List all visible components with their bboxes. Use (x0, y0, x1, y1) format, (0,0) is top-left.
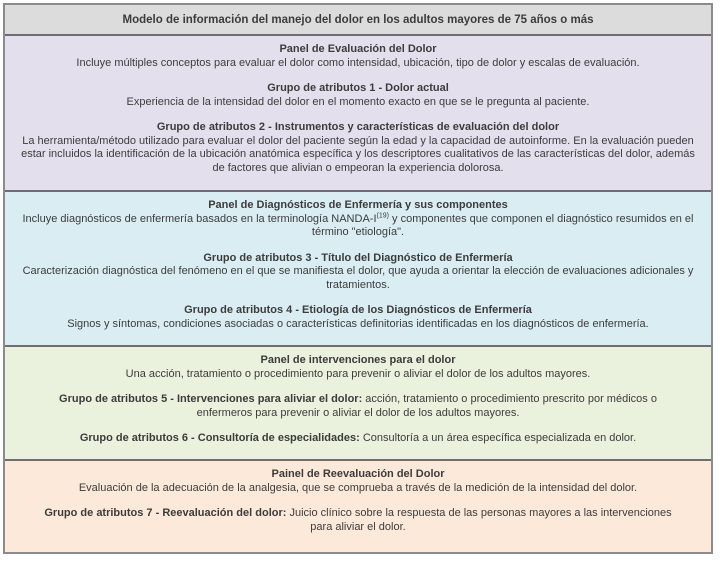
attribute-group-5-body: acción, tratamiento o procedimiento prescrito por médicos o enfermeros para prevenir o aliviar el dolor de los adultos mayores. (196, 393, 657, 419)
attribute-group-2-body: La herramienta/método utilizado para evaluar el dolor del paciente según la edad y la capacidad de autoinforme. En la evaluación pueden estar incluidos la identificación de la ubicación anatómica específica y los descriptores cualitativos de las características del dolor, además de factores que alivian o empeoran la experiencia dolorosa. (21, 134, 695, 174)
attribute-group-5 (15, 393, 701, 420)
panel-diagnosticos-intro (15, 199, 701, 240)
attribute-group-7-heading: Grupo de atributos 7 - Reevaluación del dolor: (44, 507, 287, 519)
panel-reevaluacion-intro (15, 468, 701, 495)
attribute-group-2 (15, 121, 701, 175)
attribute-group-3-body: Caracterización diagnóstica del fenómeno en el que se manifiesta el dolor, que ayuda a orientar la elección de evaluaciones adicionales y tratamientos. (22, 265, 694, 291)
panel-evaluacion-title: Panel de Evaluación del Dolor (279, 43, 437, 55)
attribute-group-7-body: Juicio clínico sobre la respuesta de las personas mayores a las intervenciones para aliviar el dolor. (286, 507, 672, 533)
panel-diagnosticos-description-pre: Incluye diagnósticos de enfermería basados en la terminología NANDA-I (22, 212, 377, 225)
attribute-group-6-heading: Grupo de atributos 6 - Consultoría de especialidades: (79, 432, 360, 444)
attribute-group-1 (15, 82, 701, 109)
panel-intervenciones-description: Una acción, tratamiento o procedimiento para prevenir o aliviar el dolor de los adultos mayores. (125, 367, 591, 380)
panel-diagnosticos-description (15, 213, 701, 240)
attribute-group-6 (15, 432, 701, 446)
panel-reevaluacion-description: Evaluación de la adecuación de la analgesia, que se comprueba a través de la medición de la intensidad del dolor. (78, 481, 638, 494)
attribute-group-6-body: Consultoría a un área específica especializada en dolor. (359, 432, 637, 444)
attribute-group-2-heading: Grupo de atributos 2 - Instrumentos y características de evaluación del dolor (156, 121, 560, 133)
pain-model-figure (3, 3, 713, 554)
attribute-group-7 (15, 507, 701, 534)
model-header (5, 5, 711, 34)
panel-diagnosticos-title: Panel de Diagnósticos de Enfermería y sus componentes (208, 199, 508, 211)
model-title: Modelo de información del manejo del dolor en los adultos mayores de 75 años o más (122, 13, 594, 26)
panel-intervenciones (5, 345, 711, 459)
panel-reevaluacion (5, 459, 711, 552)
attribute-group-4 (15, 304, 701, 331)
panel-evaluacion-intro (15, 43, 701, 70)
panel-intervenciones-intro (15, 354, 701, 381)
attribute-group-4-heading: Grupo de atributos 4 - Etiología de los Diagnósticos de Enfermería (184, 304, 532, 316)
attribute-group-1-body: Experiencia de la intensidad del dolor en el momento exacto en que se le pregunta al paciente. (126, 95, 590, 108)
attribute-group-3-heading: Grupo de atributos 3 - Título del Diagnóstico de Enfermería (203, 251, 513, 264)
panel-reevaluacion-title: Painel de Reevaluación del Dolor (271, 468, 445, 480)
nanda-reference-superscript: (19) (376, 211, 389, 219)
attribute-group-1-heading: Grupo de atributos 1 - Dolor actual (267, 82, 449, 94)
panel-evaluacion (5, 34, 711, 190)
panel-diagnosticos-description-post: y componentes que componen el diagnóstico resumidos en el término "etiología". (311, 212, 694, 238)
panel-intervenciones-title: Panel de intervenciones para el dolor (260, 354, 456, 366)
attribute-group-3 (15, 252, 701, 293)
panel-evaluacion-description: Incluye múltiples conceptos para evaluar el dolor como intensidad, ubicación, tipo de dolor y escalas de evaluación. (76, 56, 640, 69)
attribute-group-5-heading: Grupo de atributos 5 - Intervenciones para aliviar el dolor: (59, 393, 363, 405)
panel-diagnosticos (5, 190, 711, 345)
attribute-group-4-body: Signos y síntomas, condiciones asociadas o características definitorias identificadas en los diagnósticos de enfermería. (67, 317, 649, 330)
